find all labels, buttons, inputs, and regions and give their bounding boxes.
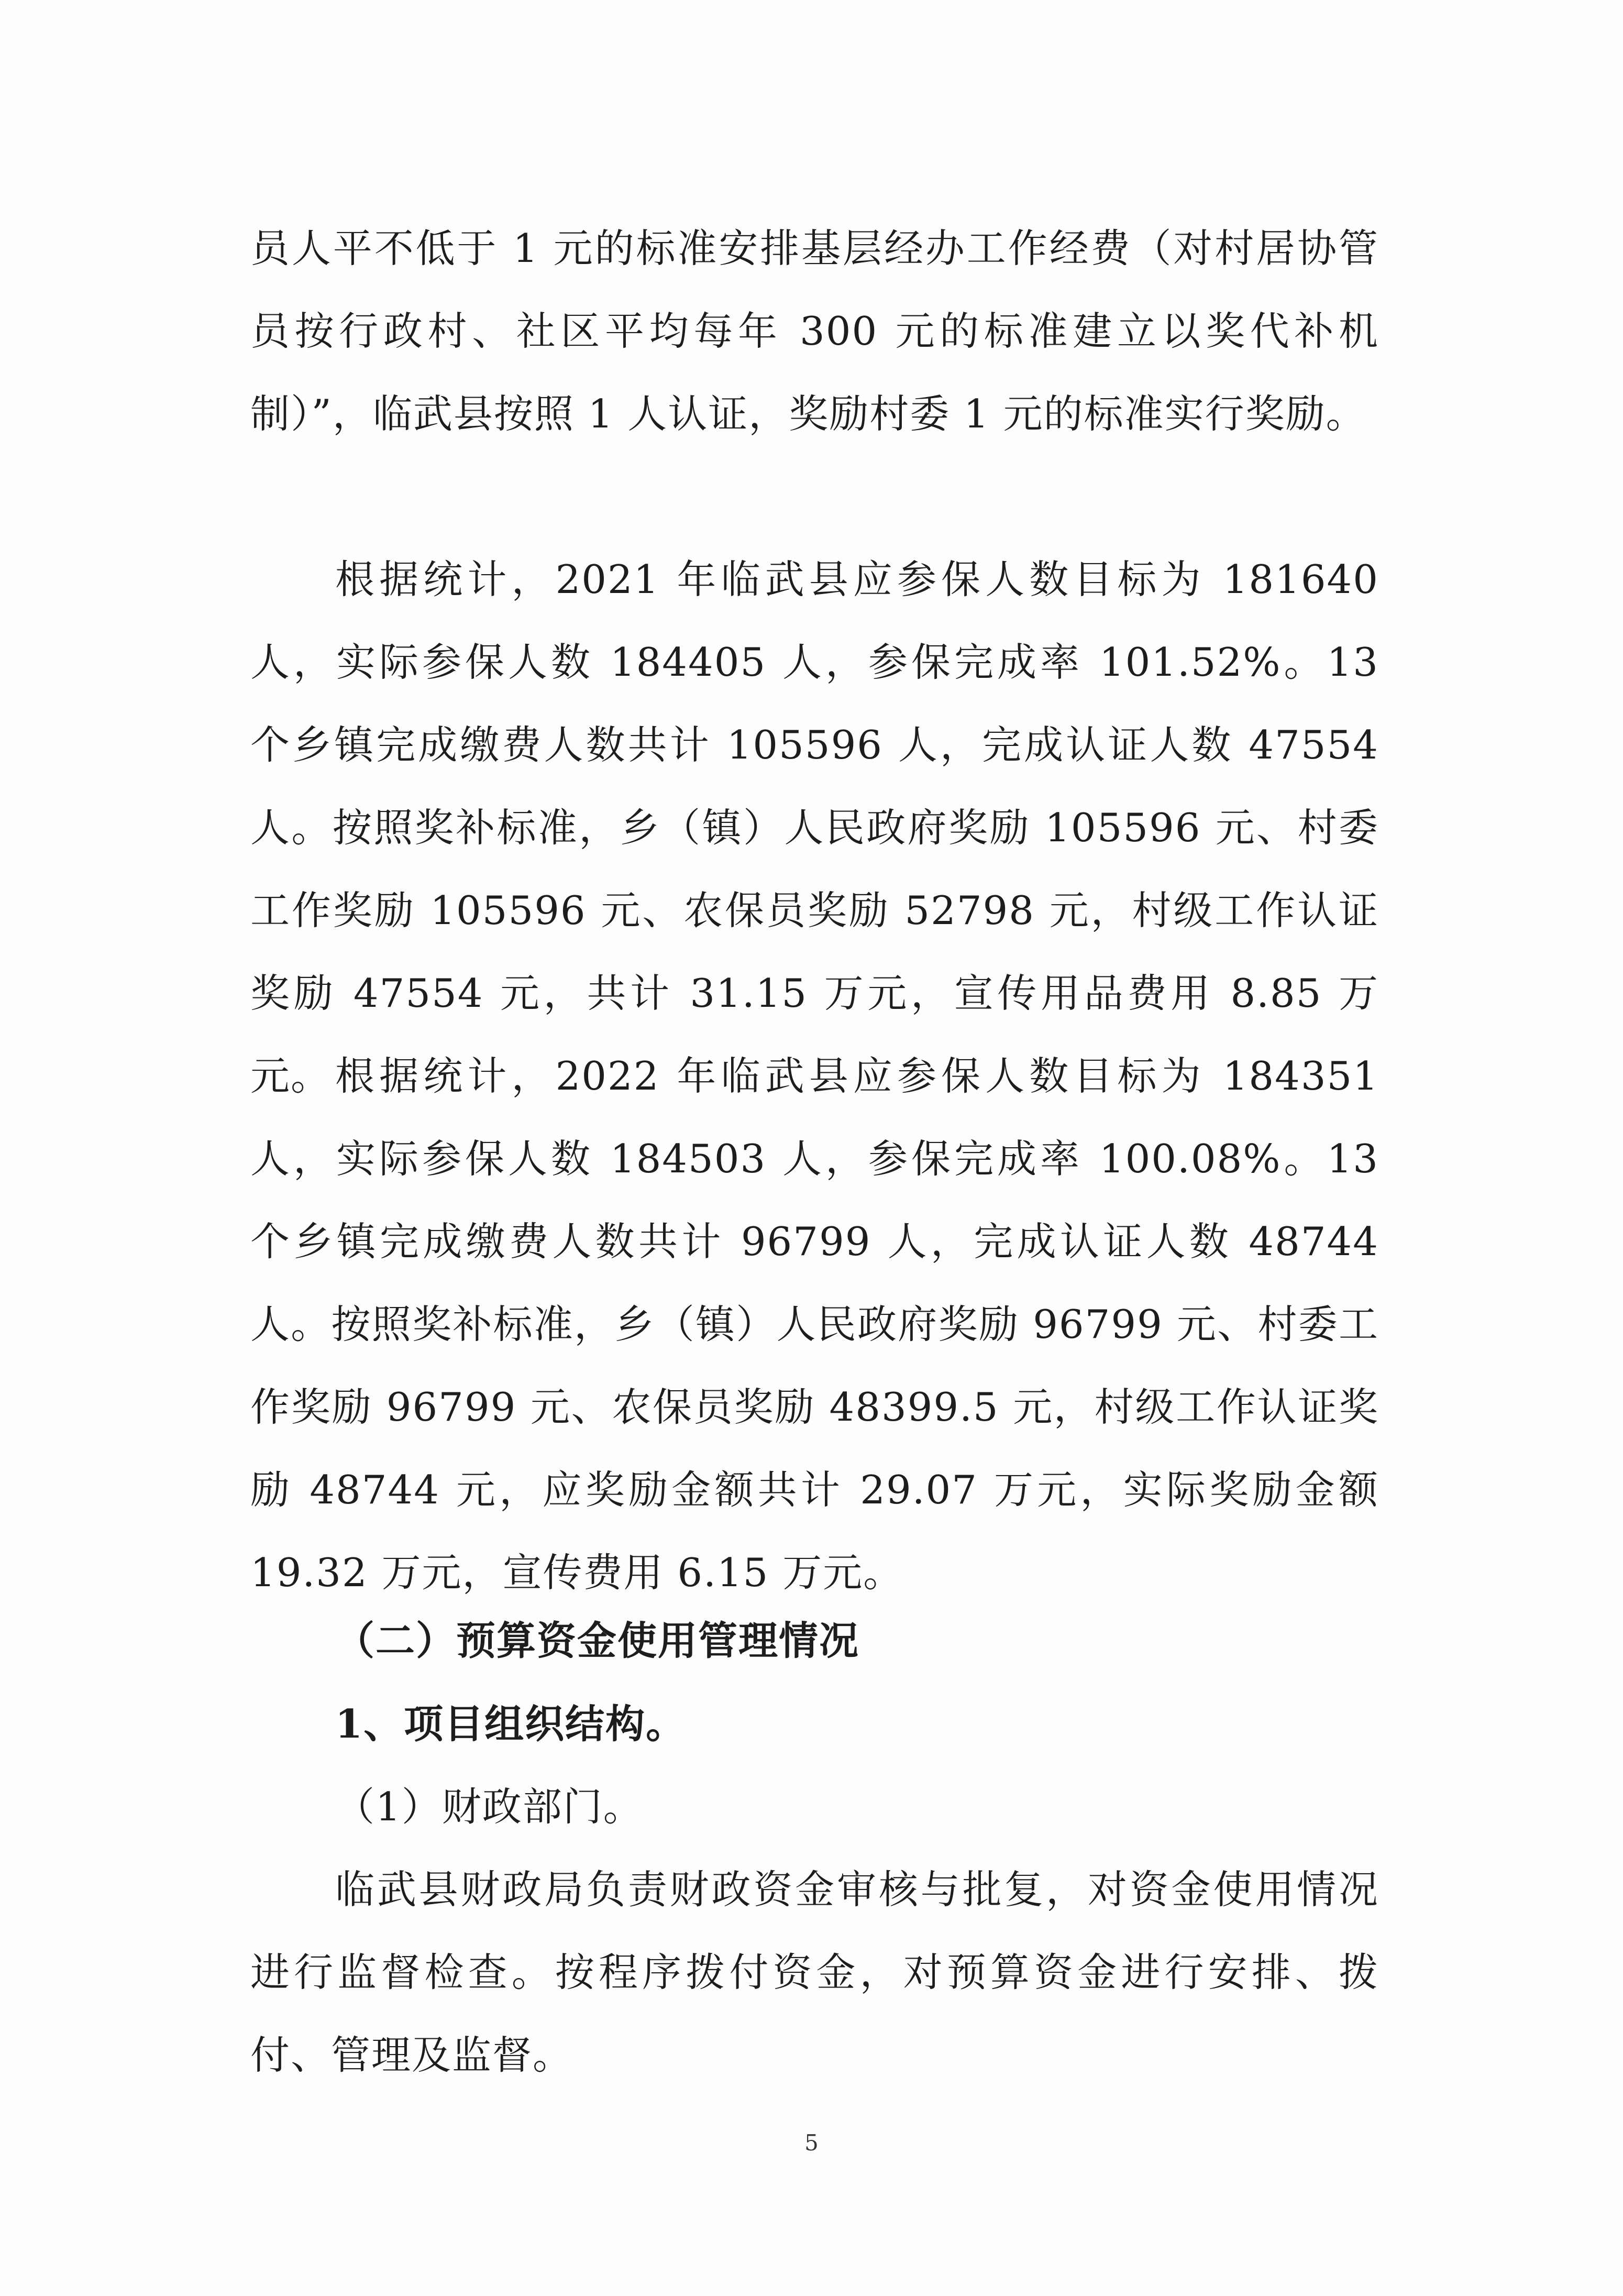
paragraph-text: 根据统计，2022 年临武县应参保人数目标为 184351 人，实际参保人数 184503 人，参保完成率 100.08%。13 个乡镇完成缴费人数共计 96799 人，完成认证人数 48744 人。按照奖补标准，乡（镇）人民政府奖励 96799 元、村委工作奖励 96799 元、农保员奖励 48399.5 元，村级工作认证奖励 48744 元，应奖励金额共计 29.07 万元，实际奖励金额 19.32 万元，宣传费用 6.15 万元。 [250,1053,1379,1596]
paragraph-finance-department [250,1848,1379,2096]
item-heading: 1、项目组织结构。 [335,1701,687,1747]
section-heading: （二）预算资金使用管理情况 [335,1618,860,1664]
paragraph-text: 根据统计，2021 年临武县应参保人数目标为 181640 人，实际参保人数 184405 人，参保完成率 101.52%。13 个乡镇完成缴费人数共计 105596 人，完成认证人数 47554 人。按照奖补标准，乡（镇）人民政府奖励 105596 元、村委工作奖励 105596 元、农保员奖励 52798 元，村级工作认证奖励 47554 元，共计 31.15 万元，宣传用品费用 8.85 万元。 [250,556,1379,1099]
paragraph-text: 员人平不低于 1 元的标准安排基层经办工作经费（对村居协管员按行政村、社区平均每年 300 元的标准建立以奖代补机制）”，临武县按照 1 人认证，奖励村委 1 元的标准实行奖励。 [250,225,1379,437]
subheading: （1）财政部门。 [335,1784,644,1830]
paragraph-2022-statistics [250,1035,1379,1614]
paragraph-text: 临武县财政局负责财政资金审核与批复，对资金使用情况进行监督检查。按程序拨付资金，对预算资金进行安排、拨付、管理及监督。 [250,1866,1379,2078]
paragraph-continuation [250,207,1379,455]
paragraph-2021-statistics [250,538,1379,1117]
page-number: 5 [804,2130,819,2156]
